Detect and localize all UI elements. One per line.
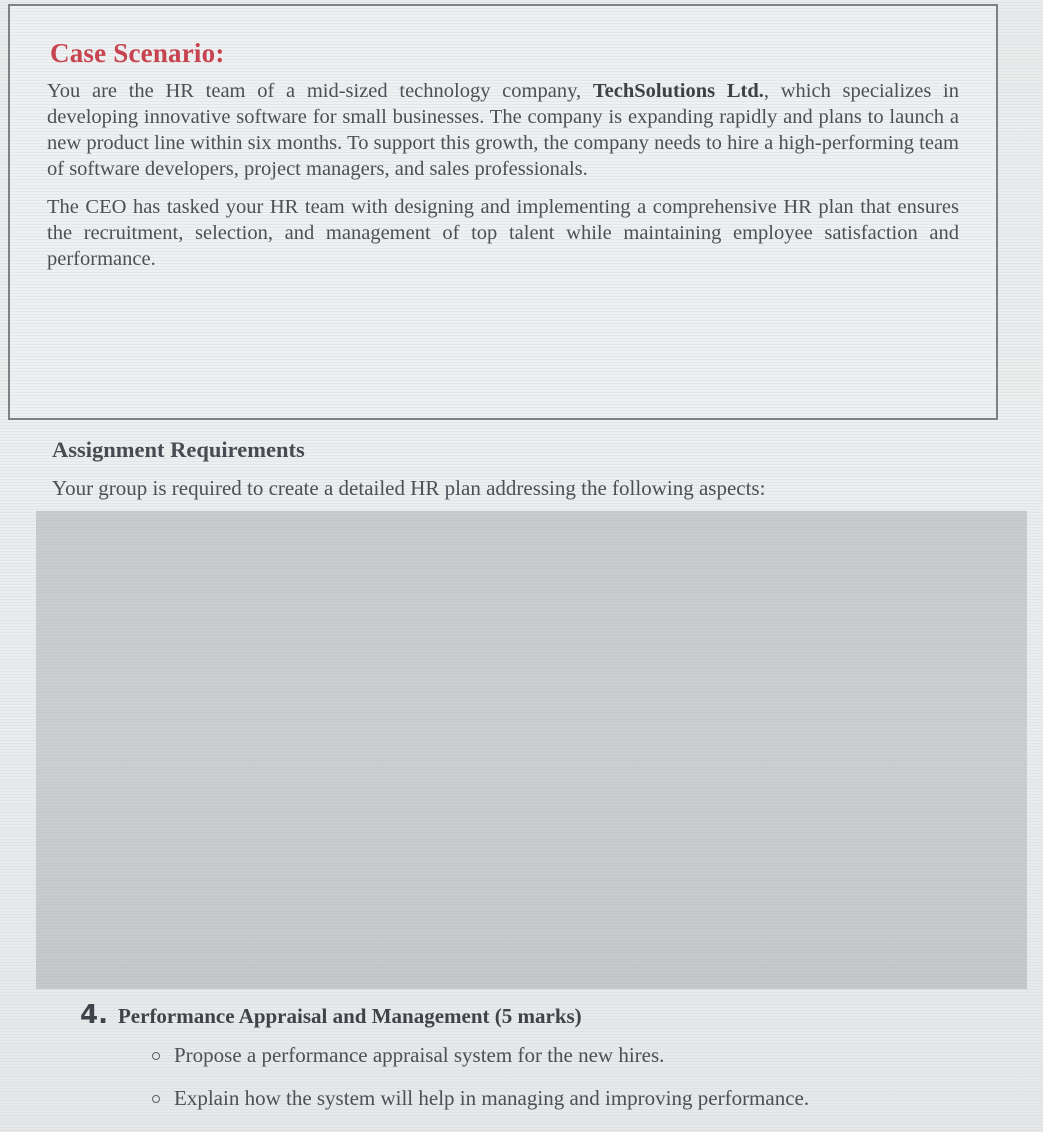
case-scenario-paragraph-1 <box>47 78 959 182</box>
assignment-requirements-title: Assignment Requirements <box>52 437 305 462</box>
bullet-text: Explain how the system will help in managing and improving performance. <box>174 1086 810 1110</box>
item-number: 4. <box>80 1000 108 1030</box>
assignment-intro: Your group is required to create a detailed HR plan addressing the following aspects: <box>52 476 766 500</box>
hollow-circle-bullet-icon <box>152 1095 160 1103</box>
item-4-heading-row <box>80 1000 582 1030</box>
redacted-content-block <box>36 511 1027 989</box>
case-scenario-title: Case Scenario: <box>50 38 225 68</box>
bullet-item-1 <box>152 1043 664 1068</box>
bullet-text: Propose a performance appraisal system for the new hires. <box>174 1043 665 1067</box>
item-heading: Performance Appraisal and Management (5 marks) <box>117 1004 582 1028</box>
case-scenario-paragraph-2: The CEO has tasked your HR team with designing and implementing a comprehensive HR plan that ensures the recruitment, selection, and management of top talent while maintaining employee satisfaction and performance. <box>47 196 959 270</box>
para1-start: You are the HR team of a mid-sized technology company, <box>47 80 593 102</box>
bullet-item-2 <box>152 1086 809 1111</box>
hollow-circle-bullet-icon <box>152 1052 160 1060</box>
para1-end: , which specializes in developing innovative software for small businesses. The company is expanding rapidly and plans to launch a new product line within six months. To support this growth, the company needs to hire a high-performing team of software developers, project managers, and sales professionals. <box>47 80 959 180</box>
company-name: TechSolutions Ltd. <box>592 80 764 102</box>
